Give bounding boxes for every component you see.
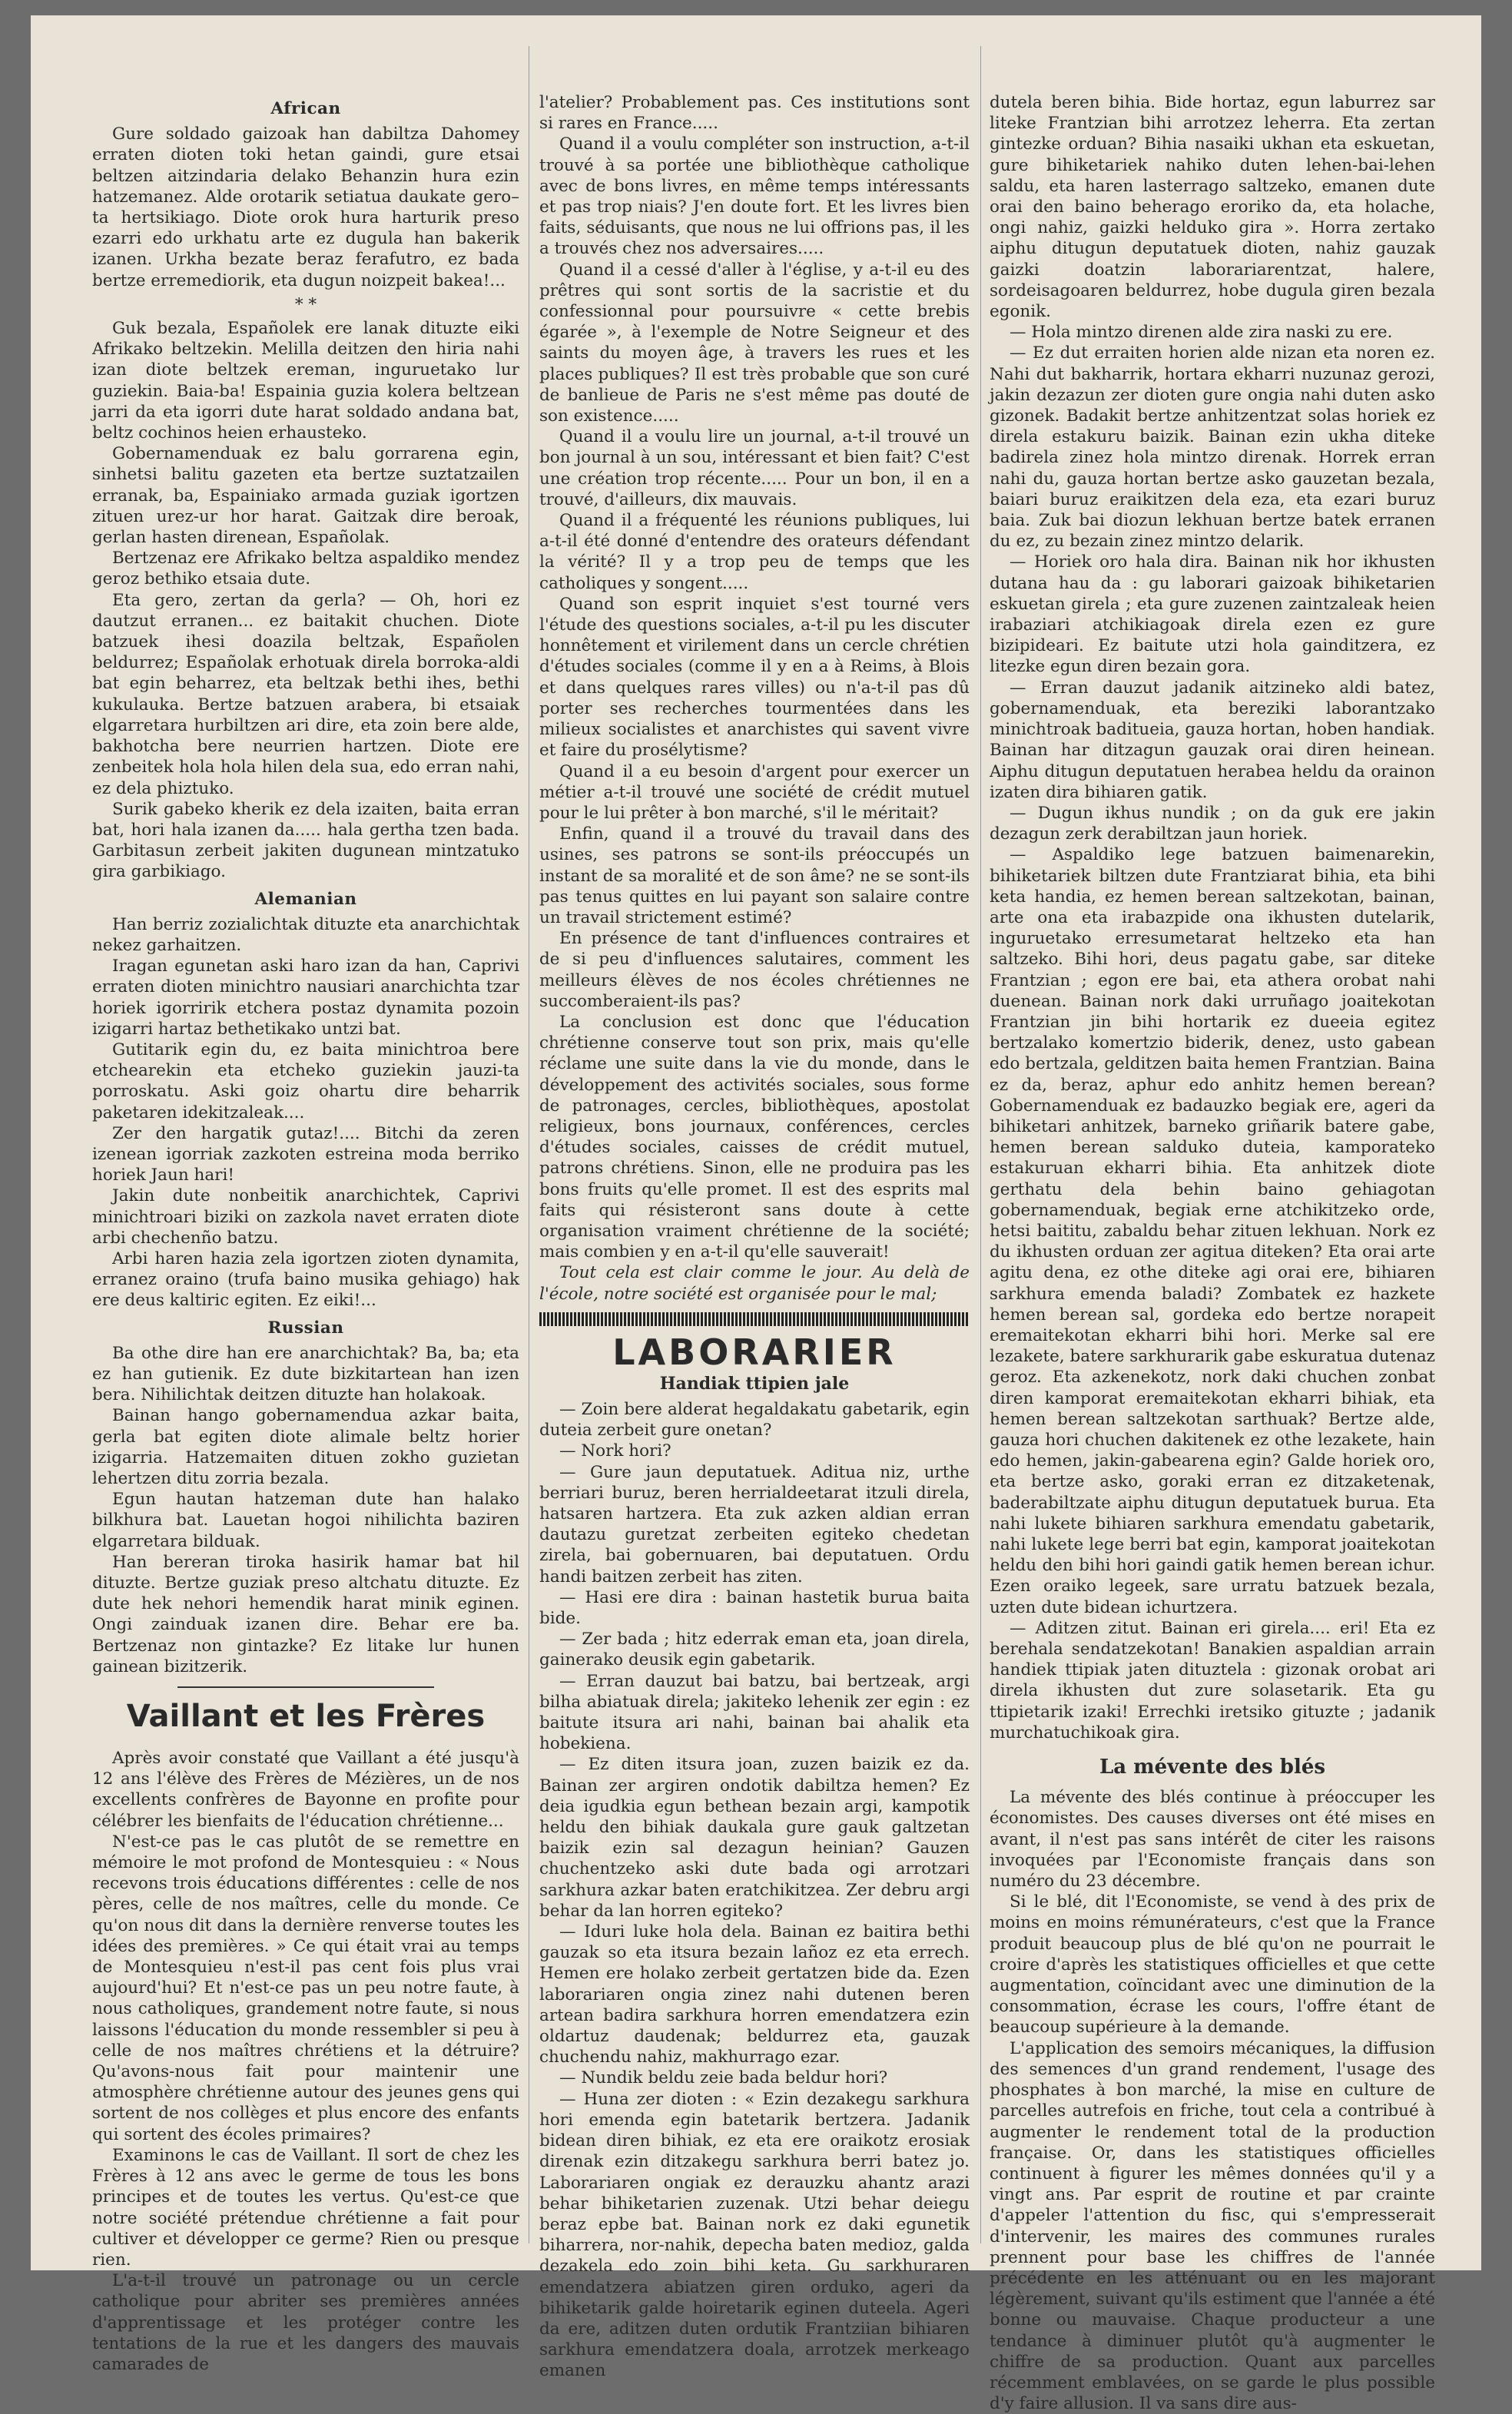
paragraph: Quand son esprit inquiet s'est tourné vers l'étude des questions sociales, a-t-il pu les discuter honnêtement et virilement dans un cercle chrétien d'études sociales (comme il y en a à Reims, à Blois et dans quelques rares villes) ou n'a-t-il pas dû porter ses recherches tourmentées dans les milieux socialistes et anarchistes qui savent vivre et faire du prosélytisme? — [539, 594, 970, 761]
paragraph: Han berriz zozialichtak dituzte eta anarchichtak nekez garhaitzen. — [92, 914, 519, 955]
paragraph: Egun hautan hatzeman dute han halako bilkhura bat. Lauetan hogoi nihilichta baziren elgarretara bilduak. — [92, 1490, 519, 1551]
paragraph: — Nundik beldu zeie bada beldur hori? — [559, 2068, 888, 2088]
paragraph: Gure soldado gaizoak han dabiltza Dahomey erraten dioten toki hetan gaindi, gure etsai beltzen aitzindaria delako Behanzin hura ezin hatzemanez. Alde orotarik setiatua daukate gero–ta hertsikiago. Diote orok hura harturik preso ezarri edo urkhatu arte ez dugula han bakerik izanen. Urkha bezate beraz ferafutro, ez bada bertze erremediorik, eta dugun noizpeit bakea!... — [92, 124, 519, 290]
paragraph: Quand il a eu besoin d'argent pour exercer un métier a-t-il trouvé une société de crédit mutuel pour le lui prêter à bon marché, s'il le méritait? — [539, 761, 970, 823]
column-2 — [539, 92, 970, 2382]
paragraph: Quand il a fréquenté les réunions publiques, lui a-t-il été donné d'entendre des orateurs défendant la vérité? Il y a trop peu de temps que les catholiques y songent..... — [539, 511, 970, 593]
paragraph: dutela beren bihia. Bide hortaz, egun laburrez sar liteke Frantzian bihi arrotzez leherra. Eta zertan gintezke orduan? Bihia nasaiki ukhan eta eskuetan, gure bihiketariek nahiko duten lehen-bai-lehen saldu, eta haren lasterrago saltzeko, emanen dute orai den baino beherago eroriko da, eta holache, ongi nahiz, gaizki helduko gira ». Horra zertako aiphu ditugun deputatuek dioten, nahiz gauzak gaizki doatzin laborariarentzat, halere, sordeisagoaren beldurrez, hobe dugula giren bezala egonik. — [990, 93, 1435, 322]
paragraph: — Hola mintzo direnen alde zira naski zu ere. — [1010, 323, 1393, 343]
article-title-vaillant: Vaillant et les Frères — [126, 1699, 486, 1735]
paragraph: Bainan hango gobernamendua azkar baita, gerla bat egiten diote alimale beltz horier izigarria. Hatzemaiten dituen zokho guzietan lehertzen ditu zorria bezala. — [92, 1406, 519, 1488]
paragraph: Iragan egunetan aski haro izan da han, Caprivi erraten dioten minichtro nausiari anarchichta tzar horiek igorririk etchera postaz dynamita pozoin izigarri hartaz bethetikako untzi bat. — [92, 957, 519, 1039]
divider — [177, 1686, 434, 1688]
paragraph: — Dugun ikhus nundik ; on da guk ere jakin dezagun zerk derabiltzan jaun horiek. — [990, 803, 1435, 844]
paragraph: L'a-t-il trouvé un patronage ou un cercle catholique pour abriter ses premières années d'apprentissage et les protéger contre les tentations de la rue et les dangers des mauvais camarades de — [92, 2271, 519, 2374]
paragraph: — Hasi ere dira : bainan hastetik burua baita bide. — [539, 1587, 970, 1629]
paragraph: Gobernamenduak ez balu gorrarena egin, sinhetsi balitu gazeten eta bertze suztatzailen erranak, ba, Espainiako armada guziak igortzen zituen urez-ur hor harat. Gaitzak dire beroak, gerlan hasten direnean, Españolak. — [92, 444, 519, 548]
article-title-mevente: La mévente des blés — [1099, 1756, 1326, 1779]
paragraph: Jakin dute nonbeitik anarchichtek, Caprivi minichtroari biziki on zazkola navet erraten diote arbi chechenño batzu. — [92, 1186, 519, 1248]
column-rule — [980, 46, 981, 2243]
column-3 — [990, 92, 1435, 2414]
paragraph: Quand il a voulu lire un journal, a-t-il trouvé un bon journal à un sou, intéressant et bien fait? C'est une création trop récente..... Pour un bon, il en a trouvé, d'ailleurs, dix mauvais. — [539, 427, 970, 509]
paragraph: — Nork hori? — [559, 1441, 671, 1461]
column-1 — [92, 92, 519, 2375]
section-title-african: African — [270, 99, 341, 118]
article-title-laborarier: LABORARIER — [612, 1331, 897, 1373]
paragraph: En présence de tant d'influences contraires et de si peu d'influences salutaires, comment les meilleurs élèves de nos écoles chrétiennes ne succomberaient-ils pas? — [539, 929, 970, 1011]
paragraph: Bertzenaz ere Afrikako beltza aspaldiko mendez geroz bethiko etsaia dute. — [92, 549, 519, 589]
paragraph: Eta gero, zertan da gerla? — Oh, hori ez dautzut erranen... ez baitakit chuchen. Diote batzuek ihesi doazila beltzak, Españolen beldurrez; Españolak erhotuak direla borroka-aldi bat egin beharrez, eta beltzak bethi ihes, bethi kukulauka. Bertze batzuen arabera, bi etsaiak elgarretara hurbiltzen ari dire, eta zoin bere alde, bakhotcha bere neurrien hartzen. Diote ere zenbeitek hola hola hilen dela sua, edo erran nahi, ez dela phiztuko. — [92, 590, 519, 798]
paragraph: Examinons le cas de Vaillant. Il sort de chez les Frères à 12 ans avec le germe de tous les bons principes et de toutes les vertus. Qu'est-ce que notre société prétendue chrétienne a fait pour cultiver et développer ce germe? Rien ou presque rien. — [92, 2145, 519, 2270]
paragraph: — Erran dauzut jadanik aitzineko aldi batez, gobernamenduak, eta bereziki laborantzako minichtroak baditueia, gauza hortan, hoben handiak. Bainan har ditzagun gauzak orai diren heinean. Aiphu ditugun deputatuen herabea heldu da orainon izaten dira bihiaren gatik. — [990, 678, 1435, 802]
paragraph: Quand il a voulu compléter son instruction, a-t-il trouvé à sa portée une bibliothèque catholique avec de bons livres, en même temps intéressants et pas trop niais? J'en doute fort. Et les livres bien faits, séduisants, que nous ne lui offrions pas, il les a trouvés chez nos adversaires..... — [539, 134, 970, 259]
paragraph: L'application des semoirs mécaniques, la diffusion des semences d'un grand rendement, l'usage des phosphates à bon marché, la mise en culture de parcelles autrefois en friche, tout cela a contribué à augmenter le rendement total de la production française. Or, dans les statistiques officielles continuent à figurer les mêmes données qu'il y a vingt ans. Par esprit de routine et par crainte d'appeler l'attention du fisc, qui s'empresserait d'intervenir, les maires des communes rurales prennent pour base les chiffres de l'année précédente en les atténuant ou en les majorant légèrement, suivant qu'ils estiment que l'année a été bonne ou mauvaise. Chaque producteur a une tendance à diminuer plutôt qu'à augmenter le chiffre de sa production. Quant aux parcelles récemment emblavées, on se garde le plus possible d'y faire allusion. Il va sans dire aus- — [990, 2038, 1435, 2414]
paragraph: — Zer bada ; hitz ederrak eman eta, joan direla, gainerako deusik egin gabetarik. — [539, 1630, 970, 1670]
paragraph: — Huna zer dioten : « Ezin dezakegu sarkhura hori emenda egin batetarik bertzera. Jadanik bidean diren bihiak, ez eta ere oraikotz erosiak direnak ezin ditzakegu sarkhura berri batez jo. Laborariaren ongiak ez derauzku ahantz arazi behar bihiketarien zuzenak. Utzi behar deiegu beraz epbe bat. Bainan nork ez daki egunetik biharrera, nor-nahik, depecha baten medioz, galda dezakela edo zoin bihi keta. Gu sarkhuraren emendatzera abiatzen giren orduko, ageri da bihiketarik galde hoiretarik eginen duteela. Ageri da ere, aditzen duten ordutik Frantziian bihiaren sarkhura emendatzera doala, arrotzek merkeago emanen — [539, 2089, 970, 2381]
paragraph: — Erran dauzut bai batzu, bai bertzeak, argi bilha abiatuak direla; jakiteko lehenik zer egin : ez baitute itsura ari nahi, bainan bai ahalik eta hobekiena. — [539, 1671, 970, 1754]
paragraph: l'atelier? Probablement pas. Ces institutions sont si rares en France..... — [539, 93, 970, 134]
separator-stars: * * — [294, 294, 317, 314]
paragraph: — Iduri luke hola dela. Bainan ez baitira bethi gauzak so eta itsura bezain lañoz ez eta errech. Hemen ere holako zerbeit gertatzen bide da. Ezen laborariaren ongia zinez nahi dutenen beren artean badira sarkhura horren emendatzera ezin oldartuz daudenak; beldurrez eta, gauzak chuchendu nahiz, makhurrago ezar. — [539, 1922, 970, 2067]
paragraph: Si le blé, dit l'Economiste, se vend à des prix de moins en moins rémunérateurs, c'est que la France produit beaucoup plus de blé qu'on ne pourrait le croire d'après les statistiques officielles et que cette augmentation, coïncidant avec une diminution de la consommation, écrase les cours, l'offre étant de beaucoup supérieure à la demande. — [990, 1892, 1435, 2038]
paragraph: Après avoir constaté que Vaillant a été jusqu'à 12 ans l'élève des Frères de Mézières, un de nos excellents confrères de Bayonne en profite pour célébrer les bienfaits de l'éducation chrétienne... — [92, 1749, 519, 1831]
ornamental-banner — [539, 1312, 970, 1326]
paragraph: Tout cela est clair comme le jour. Au delà de l'école, notre société est organisée pour le mal; — [539, 1263, 970, 1304]
paragraph: La mévente des blés continue à préoccuper les économistes. Des causes diverses ont été mises en avant, il n'est pas sans intérêt de citer les raisons invoquées par l'Economiste français dans son numéro du 23 décembre. — [990, 1788, 1435, 1892]
paragraph: — Ez dut erraiten horien alde nizan eta noren ez. Nahi dut bakharrik, hortara ekharri nuzunaz gerozi, jakin dezazun zer dioten gure ongia nahi duten asko gizonek. Badakit bertze anhitzentzat solas horiek ez direla estakuru baizik. Bainan ezin ukha diteke badirela zinez hola mintzo direnak. Horrek erran nahi du, gauza hortan bertze asko gauzetan bezala, baiari buruz eraikitzen dela eza, eta ezari buruz baia. Zuk bai diozun lekhuan bertze batek erranen du ez, zu bezain zinez mintzo delarik. — [990, 343, 1435, 552]
paragraph: Ba othe dire han ere anarchichtak? Ba, ba; eta ez han gutienik. Ez dute bizkitartean han izen bera. Nihilichtak deitzen dituzte han holakoak. — [92, 1343, 519, 1405]
newspaper-page — [31, 15, 1481, 2414]
paragraph: Zer den hargatik gutaz!.... Bitchi da zeren izenean igorriak zazkoten estreina moda berriko horiek Jaun hari! — [92, 1123, 519, 1185]
paragraph: — Aspaldiko lege batzuen baimenarekin, bihiketariek biltzen dute Frantziarat bihia, eta bihi keta handia, ez hemen berean saltzekotan, bainan, arte ona eta irabazpide ona ikhusten dutelarik, inguruetako erresumetarat heltzeko eta han saltzeko. Bihi hori, deus pagatu gabe, sar diteke Frantzian ; egon ere bai, eta athera orobat nahi duenean. Bainan nork daki urruñago joaitekotan Frantzian jin bihi hortarik ez dueeia egitez bertzalako komertzio biderik, denez, usto gabean edo bertzala, gelditzen baita hemen Frantzian. Baina ez da, beraz, aphur edo anhitz hemen berean? Gobernamenduak ez badauzko begiak ere, ageri da bihiketari anhitzek, barneko griñarik batere gabe, hemen berean salduko duteia, kamporateko estakuruan ekharri bihia. Eta anhitzek diote gerthatu dela behin baino gehiagotan gobernamenduak, begiak erne atchikitzeko orde, hetsi baititu, zabaldu behar zituen lekhuan. Nork ez du ikhusten orduan zer agitua diteken? Eta orai arte agitu dena, ez othe diteke agi orai ere, bihiaren sarkhura emenda baladi? Zombatek ez hazkete hemen berean sal, gordeka edo bertze norapeit eremaitekotan ekharri bihi hori. Merke sal ere lezakete, batere sarkhurarik gabe eskuratua dutenaz geroz. Eta azkenekotz, nork daki chuchen zonbat diren kamporat eremaitekotan ekharri bihiak, eta hemen berean saltzekotan sarthuak? Bertze alde, gauza hori chuchen dakitenek ez othe lezakete, hain edo hemen, jakin-gabearena egin? Galde horiek oro, eta bertze asko, goraki erran ez ditzaketenak, baderabiltzate aiphu ditugun deputatuek burua. Eta nahi lukete bihiaren sarkhura emendatu gabetarik, nahi lukete lege berri bat egin, kamporat joaitekotan heldu den bihi hori gaindi gatik hemen berean ichur. Ezen oraiko legeek, sare urratu batzuek bezala, uzten dute bidean ichurtzera. — [990, 845, 1436, 1617]
paragraph: — Aditzen zitut. Bainan eri girela.... eri! Eta ez berehala sendatzekotan! Banakien aspaldian arrain handiek ttipiak jaten dituztela : gizonak orobat ari direla ikhusten dut zure solasetarik. Eta gu ttipietarik izaki! Errechki iretsiko gituzte ; jadanik murchatuchikoak gira. — [990, 1618, 1435, 1743]
paragraph: Gutitarik egin du, ez baita minichtroa bere etchearekin eta etcheko guziekin jauzi-ta porroskatu. Aski goiz ohartu dire beharrik paketaren idekitzaleak.... — [92, 1040, 519, 1122]
paragraph: Surik gabeko kherik ez dela izaiten, baita erran bat, hori hala izanen da..... hala gertha tzen bada. Garbitasun zerbeit jakiten dugunean mintzatuko gira garbikiago. — [92, 799, 519, 882]
paragraph: Han bereran tiroka hasirik hamar bat hil dituzte. Bertze guziak preso altchatu dituzte. Ez dute hek nehori hemendik harat minik eginen. Ongi zainduak izanen dire. Behar ere ba. Bertzenaz non gintazke? Ez litake lur hunen gainean bizitzerik. — [92, 1552, 519, 1676]
paragraph: Quand il a cessé d'aller à l'église, y a-t-il eu des prêtres qui sont sortis de la sacristie et du confessionnal pour poursuivre « cette brebis égarée », à l'exemple de Notre Seigneur et des saints du moyen âge, à travers les rues et les places publiques? Il est très probable que son curé de banlieue de Paris ne s'est même pas douté de son existence..... — [539, 260, 970, 426]
paragraph: Enfin, quand il a trouvé du travail dans des usines, ses patrons se sont-ils préoccupés un instant de sa moralité et de son âme? ne se sont-ils pas tenus quittes en lui payant son salaire contre un travail strictement estimé? — [539, 824, 970, 927]
paragraph: — Horiek oro hala dira. Bainan nik hor ikhusten dutana hau da : gu laborari gaizoak bihiketarien eskuetan girela ; eta gure zuzenen zaintzaleak heien irabaziari atchikiagoak direla ezen ez gure bizipideari. Ez baitute utzi hola gainditzera, ez litezke egun diren bezain gora. — [990, 552, 1435, 677]
section-title-alemanian: Alemanian — [254, 889, 357, 909]
paragraph: N'est-ce pas le cas plutôt de se remettre en mémoire le mot profond de Montesquieu : « Nous recevons trois éducations différentes : celle de nos pères, celle de nos maîtres, celle du monde. Ce qu'on nous dit dans la dernière renverse toutes les idées des premières. » Ce qui était vrai au temps de Montesquieu n'est-il pas cent fois plus vrai aujourd'hui? Et n'est-ce pas un peu notre faute, à nous catholiques, grandement notre faute, si nous laissons l'éducation du monde ressembler si peu à celle de nos maîtres chrétiens et la détruire? Qu'avons-nous fait pour maintenir une atmosphère chrétienne autour des jeunes gens qui sortent de nos collèges et plus encore des enfants qui sortent des écoles primaires? — [92, 1832, 519, 2144]
paragraph: — Zoin bere alderat hegaldakatu gabetarik, egin duteia zerbeit gure onetan? — [539, 1399, 970, 1441]
paragraph: Arbi haren hazia zela igortzen zioten dynamita, erranez oraino (trufa baino musika gehiago) hak ere deus kaltiric egiten. Ez eiki!... — [92, 1248, 519, 1311]
section-title-russian: Russian — [267, 1318, 344, 1338]
paragraph: — Gure jaun deputatuek. Aditua niz, urthe berriari buruz, beren herrialdeetarat itzuli direla, hatsaren hartzera. Eta zuk azken aldian erran dautazu guretzat zerbeiten egiteko chedetan zirela, bai gobernuaren, bai deputatuen. Ordu handi baitzen zerbeit has ziten. — [539, 1462, 970, 1587]
article-subtitle: Handiak ttipien jale — [659, 1373, 850, 1394]
paragraph: Guk bezala, Españolek ere lanak dituzte eiki Afrikako beltzekin. Melilla deitzen den hiria nahi izan diote beltzek ereman, inguruetako lur guziekin. Baia-ba! Espainia guzia kolera beltzean jarri da eta igorri dute harat soldado andana bat, beltz cochinos heien erhausteko. — [92, 319, 519, 443]
paragraph: — Ez diten itsura joan, zuzen baizik ez da. Bainan zer argiren ondotik dabiltza hemen? Ez deia igudkia egun bethean bezain argi, kampotik heldu den bihiak daukala gure gauk galtzetan baizik ezin sal dezagun heinian? Gauzen chuchentzeko aski dute bada ogi arrotzari sarkhura azkar baten eratchikitzea. Zer debru argi behar da lan horren egiteko? — [539, 1755, 970, 1921]
paragraph: La conclusion est donc que l'éducation chrétienne conserve tout son prix, mais qu'elle réclame une suite dans la vie du monde, dans le développement des activités sociales, sous forme de patronages, cercles, bibliothèques, apostolat religieux, bons journaux, conférences, cercles d'études sociales, caisses de crédit mutuel, patrons chrétiens. Sinon, elle ne produira pas les bons fruits qu'elle promet. Il est des esprits mal faits qui résisteront sans doute à cette organisation vraiment chrétienne de la société; mais combien y en a-t-il qu'elle sauverait! — [539, 1012, 970, 1262]
